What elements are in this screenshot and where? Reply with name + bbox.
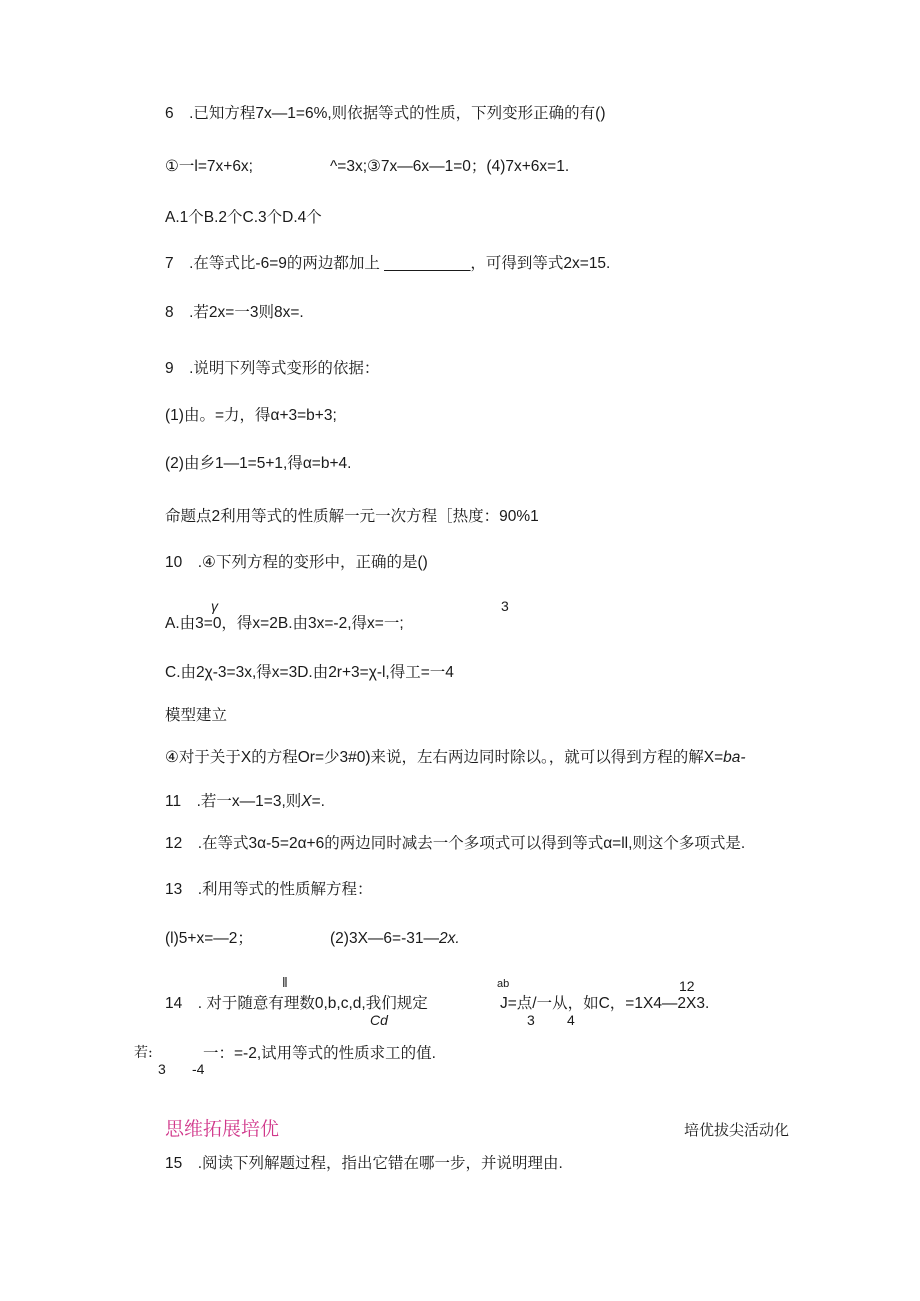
q10-superscript-gamma: γ [211,598,218,614]
q14b-expression: 一：=-2,试用等式的性质求工的值. [203,1045,436,1062]
q13-part-1: (l)5+x=—2； [165,930,253,947]
q9-part-2: (2)由乡1—1=5+1,得α=b+4. [165,455,352,472]
q14b-subscript-minus4: -4 [192,1061,205,1077]
model-text [165,750,746,766]
q14-superscript-12: 12 [679,978,695,994]
banner-subtitle: 培优拔尖活动化 [684,1121,790,1139]
q8-stem: 8 .若2x=一3则8x=. [165,304,304,321]
banner-title: 思维拓展培优 [165,1119,280,1140]
q6-stem: 6 .已知方程7x—1=6%,则依据等式的性质，下列变形正确的有() [165,105,606,122]
q11-stem [165,794,325,810]
q11-stem-main: 11 .若一x—1=3,则 [165,793,302,810]
q14-stem: 14 . 对于随意有理数0,b,c,d,我们规定 [165,995,428,1012]
q7-stem: 7 .在等式比-6=9的两边都加上 __________，可得到等式2x=15. [165,255,611,272]
q9-part-1: (1)由。=力，得α+3=b+3; [165,407,337,424]
q9-stem: 9 .说明下列等式变形的依据： [165,360,380,377]
q10-options-cd: C.由2χ-3=3x,得x=3D.由2r+3=χ-l,得工=一4 [165,664,454,681]
q14b-ruo: 若: [134,1045,153,1061]
q14-superscript-ab: ab [497,978,510,990]
q14-bracket-mark: ‖ [282,974,288,990]
q11-stem-end: =. [311,793,325,810]
q12-stem: 12 .在等式3α-5=2α+6的两边同时减去一个多项式可以得到等式α=ll,则这个多项式是. [165,835,746,852]
model-text-main: ④对于关于X的方程Or=少3#0)来说，左右两边同时除以。，就可以得到方程的解X= [165,749,724,766]
q6-answer-choices: A.1个B.2个C.3个D.4个 [165,209,322,226]
model-title: 模型建立 [165,707,228,724]
q14b-subscript-3: 3 [158,1061,166,1077]
q13-stem: 13 .利用等式的性质解方程： [165,881,373,898]
q10-options-ab: A.由3=0，得x=2B.由3x=-2,得x=一; [165,615,404,632]
q14-cd: Cd [370,1012,388,1028]
q14-subscript-4: 4 [567,1012,575,1028]
q13-part-2-tail: 2x. [438,930,460,947]
q6-option-1: ①一l=7x+6x; [165,158,253,175]
q6-option-2-4: ^=3x;③7x—6x—1=0；(4)7x+6x=1. [330,158,570,175]
q15-stem: 15 .阅读下列解题过程，指出它错在哪一步，并说明理由. [165,1155,563,1172]
q10-superscript-3: 3 [501,598,509,614]
q14-definition: J=点/一从，如C，=1X4—2X3. [500,995,710,1012]
q10-stem: 10 .④下列方程的变形中，正确的是() [165,554,428,571]
model-text-tail: ba- [723,749,746,766]
q11-variable-x: X [301,793,312,810]
section-heading: 命题点2利用等式的性质解一元一次方程［热度：90%1 [165,508,539,525]
q14-subscript-3: 3 [527,1012,535,1028]
q13-part-2-main: (2)3X—6=-31— [330,930,439,947]
q13-part-2 [330,931,460,947]
